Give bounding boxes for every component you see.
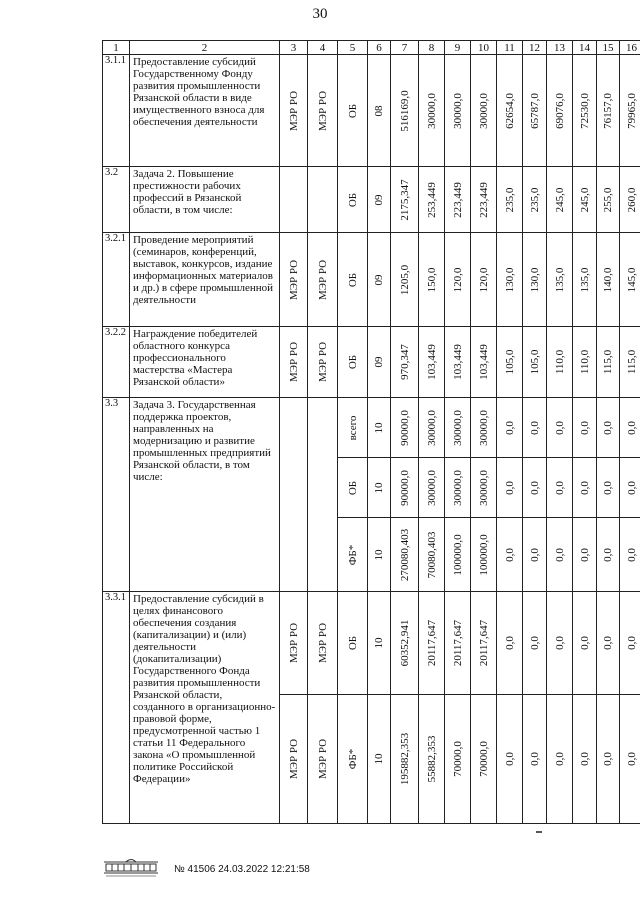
value-cell: [573, 458, 597, 518]
value-cell: [471, 518, 497, 592]
value: 20117,647: [477, 619, 490, 667]
value-cell: [620, 55, 640, 167]
value: 235,0: [528, 187, 541, 212]
value-cell: [523, 55, 547, 167]
value-cell: [620, 458, 640, 518]
activity-title: Задача 2. Повышение престижности рабочих профессий в Рязанской области, в том числе:: [130, 167, 280, 233]
value-cell: [391, 458, 419, 518]
value-cell: [419, 458, 445, 518]
value: 20117,647: [451, 619, 464, 667]
header-cell: 4: [308, 41, 338, 55]
value-cell: [547, 592, 573, 695]
value: 0,0: [528, 480, 541, 495]
value: 223,449: [451, 181, 464, 218]
budget-code: 09: [373, 194, 385, 205]
value: 70000,0: [477, 741, 490, 777]
coexecutor: МЭР РО: [316, 341, 329, 383]
value-cell: [547, 458, 573, 518]
funding-source: ФБ*: [346, 748, 359, 770]
value: 0,0: [503, 480, 516, 495]
scan-mark: [536, 831, 542, 833]
value: 2175,347: [398, 178, 411, 221]
value: 105,0: [528, 349, 541, 375]
row-number: 3.3: [103, 398, 130, 592]
activity-title: Награждение победителей областного конкурса профессионального мастерства «Мастера Рязанской области»: [130, 327, 280, 398]
value: 103,449: [425, 344, 438, 380]
value-cell: [391, 592, 419, 695]
value-cell: [597, 458, 620, 518]
value: 235,0: [503, 187, 516, 212]
value-cell: [419, 398, 445, 458]
value-cell: [391, 233, 419, 327]
value-cell: [597, 398, 620, 458]
value-cell: [573, 167, 597, 233]
activity-title: Предоставление субсидий Государственному Фонду развития промышленности Рязанской области в виде имущественного взноса для обеспечения деятельности: [130, 55, 280, 167]
code-cell: [368, 167, 391, 233]
coexecutor-cell: [308, 233, 338, 327]
funding-source: ОБ: [346, 192, 359, 207]
value-cell: [573, 695, 597, 824]
value-cell: [471, 458, 497, 518]
value-cell: [497, 458, 523, 518]
executor: МЭР РО: [287, 738, 300, 780]
value-cell: [497, 233, 523, 327]
value-cell: [573, 518, 597, 592]
value: 270080,403: [398, 528, 411, 581]
value-cell: [523, 327, 547, 398]
value-cell: [597, 592, 620, 695]
value: 0,0: [553, 636, 566, 650]
budget-code: 09: [373, 274, 385, 285]
value: 0,0: [503, 420, 516, 435]
value-cell: [547, 167, 573, 233]
header-cell: 13: [547, 41, 573, 55]
budget-code: 10: [373, 549, 385, 560]
header-cell: 11: [497, 41, 523, 55]
value: 1205,0: [398, 264, 411, 295]
value-cell: [419, 518, 445, 592]
value-cell: [597, 518, 620, 592]
value-cell: [471, 167, 497, 233]
value: 79965,0: [625, 92, 638, 129]
value: 60352,941: [398, 619, 411, 667]
value: 90000,0: [398, 469, 411, 506]
coexecutor-cell: [308, 55, 338, 167]
value: 223,449: [477, 181, 490, 218]
value: 0,0: [503, 547, 516, 562]
value: 0,0: [528, 636, 541, 650]
budget-table: [102, 40, 640, 824]
value: 0,0: [602, 480, 614, 495]
coexecutor: МЭР РО: [316, 259, 329, 300]
value: 30000,0: [451, 92, 464, 129]
value: 0,0: [528, 752, 541, 766]
value-cell: [497, 55, 523, 167]
value: 0,0: [578, 752, 591, 766]
value-cell: [547, 55, 573, 167]
value-cell: [445, 695, 471, 824]
value-cell: [523, 458, 547, 518]
value: 0,0: [625, 420, 638, 435]
value: 115,0: [602, 349, 614, 375]
header-cell: 8: [419, 41, 445, 55]
executor-cell: [280, 327, 308, 398]
value: 30000,0: [451, 469, 464, 506]
value-cell: [445, 518, 471, 592]
value: 30000,0: [425, 469, 438, 506]
value-cell: [497, 592, 523, 695]
value: 0,0: [625, 547, 638, 562]
value-cell: [445, 167, 471, 233]
value: 103,449: [477, 344, 490, 380]
value-cell: [445, 458, 471, 518]
value-cell: [573, 592, 597, 695]
value: 0,0: [503, 752, 516, 766]
value-cell: [547, 327, 573, 398]
header-row: [103, 41, 640, 55]
value: 0,0: [625, 752, 638, 766]
row-number: 3.3.1: [103, 592, 130, 824]
value-cell: [620, 518, 640, 592]
value: 255,0: [602, 187, 614, 212]
value-cell: [547, 518, 573, 592]
value: 120,0: [477, 267, 490, 292]
value-cell: [471, 398, 497, 458]
value: 0,0: [553, 547, 566, 562]
value-cell: [419, 167, 445, 233]
activity-title: Проведение мероприятий (семинаров, конференций, выставок, конкурсов, издание информационных материалов и др.) в сфере промышленной деятельности: [130, 233, 280, 327]
funding-source: ФБ*: [346, 544, 359, 565]
value-cell: [597, 55, 620, 167]
code-cell: [368, 592, 391, 695]
header-cell: 1: [103, 41, 130, 55]
code-cell: [368, 458, 391, 518]
value: 245,0: [553, 187, 566, 212]
value: 30000,0: [451, 409, 464, 446]
code-cell: [368, 55, 391, 167]
value-cell: [391, 327, 419, 398]
value: 110,0: [578, 349, 591, 375]
header-cell: 16: [620, 41, 640, 55]
value-cell: [445, 398, 471, 458]
value: 115,0: [625, 349, 638, 375]
code-cell: [368, 518, 391, 592]
header-cell: 2: [130, 41, 280, 55]
row-number: 3.2.2: [103, 327, 130, 398]
source-cell: [338, 327, 368, 398]
funding-source: всего: [346, 415, 359, 440]
value-cell: [471, 327, 497, 398]
value: 0,0: [528, 547, 541, 562]
value-cell: [419, 233, 445, 327]
source-cell: [338, 592, 368, 695]
value-cell: [471, 55, 497, 167]
value-cell: [620, 398, 640, 458]
value-cell: [523, 398, 547, 458]
value-cell: [419, 695, 445, 824]
value: 135,0: [578, 267, 591, 292]
value-cell: [547, 398, 573, 458]
table-row: [103, 327, 640, 398]
value: 0,0: [625, 636, 638, 650]
value: 0,0: [625, 480, 638, 495]
page-number: 30: [312, 6, 328, 22]
header-cell: 7: [391, 41, 419, 55]
value-cell: [471, 233, 497, 327]
value-cell: [497, 398, 523, 458]
value: 110,0: [553, 349, 566, 375]
parliament-building-stamp-icon: [102, 858, 160, 880]
value-cell: [573, 233, 597, 327]
value-cell: [573, 398, 597, 458]
funding-source: ОБ: [346, 272, 359, 287]
value-cell: [419, 592, 445, 695]
value-cell: [497, 327, 523, 398]
value-cell: [471, 695, 497, 824]
value: 20117,647: [425, 619, 438, 667]
source-cell: [338, 233, 368, 327]
value: 62654,0: [503, 92, 516, 129]
value: 30000,0: [477, 92, 490, 129]
value: 120,0: [451, 267, 464, 292]
value: 0,0: [602, 547, 614, 562]
executor-cell: [280, 167, 308, 233]
value-cell: [445, 592, 471, 695]
value: 0,0: [528, 420, 541, 435]
value: 0,0: [602, 752, 614, 766]
row-number: 3.2.1: [103, 233, 130, 327]
value: 0,0: [553, 480, 566, 495]
header-cell: 5: [338, 41, 368, 55]
activity-title: Задача 3. Государственная поддержка проектов, направленных на модернизацию и развитие промышленных предприятий Рязанской области, в том числе:: [130, 398, 280, 592]
activity-title: Предоставление субсидий в целях финансового обеспечения создания (капитализации) и (или) деятельности (докапитализации) Государственного Фонда развития промышленности Рязанской области, созданного в организационно-правовой форме, предусмотренной частью 1 статьи 11 Федерального закона «О промышленной политике Российской Федерации»: [130, 592, 280, 824]
value-cell: [597, 167, 620, 233]
budget-code: 08: [373, 105, 385, 116]
value: 0,0: [553, 752, 566, 766]
value: 100000,0: [451, 533, 464, 576]
coexecutor-cell: [308, 327, 338, 398]
value-cell: [445, 233, 471, 327]
budget-code: 10: [373, 637, 385, 649]
header-cell: 9: [445, 41, 471, 55]
value-cell: [497, 518, 523, 592]
funding-source: ОБ: [346, 103, 359, 118]
value-cell: [391, 398, 419, 458]
value-cell: [391, 518, 419, 592]
value: 0,0: [578, 547, 591, 562]
value-cell: [497, 167, 523, 233]
table-row: [103, 233, 640, 327]
value-cell: [547, 695, 573, 824]
value: 103,449: [451, 344, 464, 380]
value: 76157,0: [602, 92, 614, 129]
header-cell: 14: [573, 41, 597, 55]
value-cell: [620, 695, 640, 824]
value: 260,0: [625, 187, 638, 212]
value: 30000,0: [477, 469, 490, 506]
value: 0,0: [553, 420, 566, 435]
source-cell: [338, 167, 368, 233]
value-cell: [547, 233, 573, 327]
header-cell: 6: [368, 41, 391, 55]
code-cell: [368, 398, 391, 458]
value: 70000,0: [451, 741, 464, 777]
value: 69076,0: [553, 92, 566, 129]
coexecutor-cell: [308, 592, 338, 695]
value: 0,0: [578, 636, 591, 650]
source-cell: [338, 518, 368, 592]
coexecutor-cell: [308, 167, 338, 233]
header-cell: 10: [471, 41, 497, 55]
value-cell: [620, 233, 640, 327]
value: 65787,0: [528, 92, 541, 129]
value: 70080,403: [425, 531, 438, 578]
coexecutor-cell: [308, 398, 338, 592]
value: 145,0: [625, 267, 638, 292]
value-cell: [445, 55, 471, 167]
value-cell: [523, 518, 547, 592]
executor: МЭР РО: [287, 622, 300, 664]
table-row: [103, 55, 640, 167]
executor-cell: [280, 695, 308, 824]
executor-cell: [280, 592, 308, 695]
budget-code: 10: [373, 482, 385, 493]
value: 90000,0: [398, 409, 411, 446]
value-cell: [419, 327, 445, 398]
value: 245,0: [578, 187, 591, 212]
value: 0,0: [602, 636, 614, 650]
registration-info: № 41506 24.03.2022 12:21:58: [174, 864, 310, 875]
budget-code: 09: [373, 356, 385, 368]
value-cell: [597, 695, 620, 824]
value: 135,0: [553, 267, 566, 292]
executor: МЭР РО: [287, 259, 300, 300]
source-cell: [338, 695, 368, 824]
header-cell: 15: [597, 41, 620, 55]
value: 140,0: [602, 267, 614, 292]
value-cell: [597, 327, 620, 398]
coexecutor: МЭР РО: [316, 738, 329, 780]
budget-code: 10: [373, 753, 385, 765]
row-number: 3.2: [103, 167, 130, 233]
value: 253,449: [425, 181, 438, 218]
header-cell: 12: [523, 41, 547, 55]
value-cell: [419, 55, 445, 167]
row-number: 3.1.1: [103, 55, 130, 167]
value-cell: [620, 167, 640, 233]
coexecutor: МЭР РО: [316, 90, 329, 131]
value-cell: [573, 327, 597, 398]
value-cell: [620, 592, 640, 695]
value: 0,0: [578, 480, 591, 495]
budget-code: 10: [373, 422, 385, 433]
value: 30000,0: [425, 92, 438, 129]
value: 105,0: [503, 349, 516, 375]
source-cell: [338, 458, 368, 518]
code-cell: [368, 695, 391, 824]
value-cell: [391, 695, 419, 824]
executor-cell: [280, 398, 308, 592]
executor: МЭР РО: [287, 341, 300, 383]
value: 55882,353: [425, 735, 438, 783]
footer: [102, 858, 502, 878]
code-cell: [368, 233, 391, 327]
value-cell: [445, 327, 471, 398]
value: 130,0: [503, 267, 516, 292]
value: 970,347: [398, 344, 411, 380]
table-row: [103, 592, 640, 695]
value: 195882,353: [398, 732, 411, 786]
value-cell: [523, 233, 547, 327]
value-cell: [391, 167, 419, 233]
code-cell: [368, 327, 391, 398]
funding-source: ОБ: [346, 354, 359, 370]
executor: МЭР РО: [287, 90, 300, 131]
value: 130,0: [528, 267, 541, 292]
executor-cell: [280, 55, 308, 167]
value-cell: [573, 55, 597, 167]
value: 0,0: [602, 420, 614, 435]
value-cell: [497, 695, 523, 824]
table-row: [103, 398, 640, 458]
coexecutor-cell: [308, 695, 338, 824]
funding-source: ОБ: [346, 480, 359, 495]
value: 516169,0: [398, 89, 411, 132]
source-cell: [338, 55, 368, 167]
value: 72530,0: [578, 92, 591, 129]
value: 30000,0: [477, 409, 490, 446]
value-cell: [523, 167, 547, 233]
value: 30000,0: [425, 409, 438, 446]
funding-source: ОБ: [346, 635, 359, 651]
value-cell: [620, 327, 640, 398]
value: 150,0: [425, 267, 438, 292]
table-row: [103, 167, 640, 233]
executor-cell: [280, 233, 308, 327]
value: 0,0: [578, 420, 591, 435]
value-cell: [391, 55, 419, 167]
value-cell: [471, 592, 497, 695]
coexecutor: МЭР РО: [316, 622, 329, 664]
value-cell: [523, 695, 547, 824]
value: 100000,0: [477, 533, 490, 576]
value: 0,0: [503, 636, 516, 650]
header-cell: 3: [280, 41, 308, 55]
value-cell: [523, 592, 547, 695]
value-cell: [597, 233, 620, 327]
source-cell: [338, 398, 368, 458]
